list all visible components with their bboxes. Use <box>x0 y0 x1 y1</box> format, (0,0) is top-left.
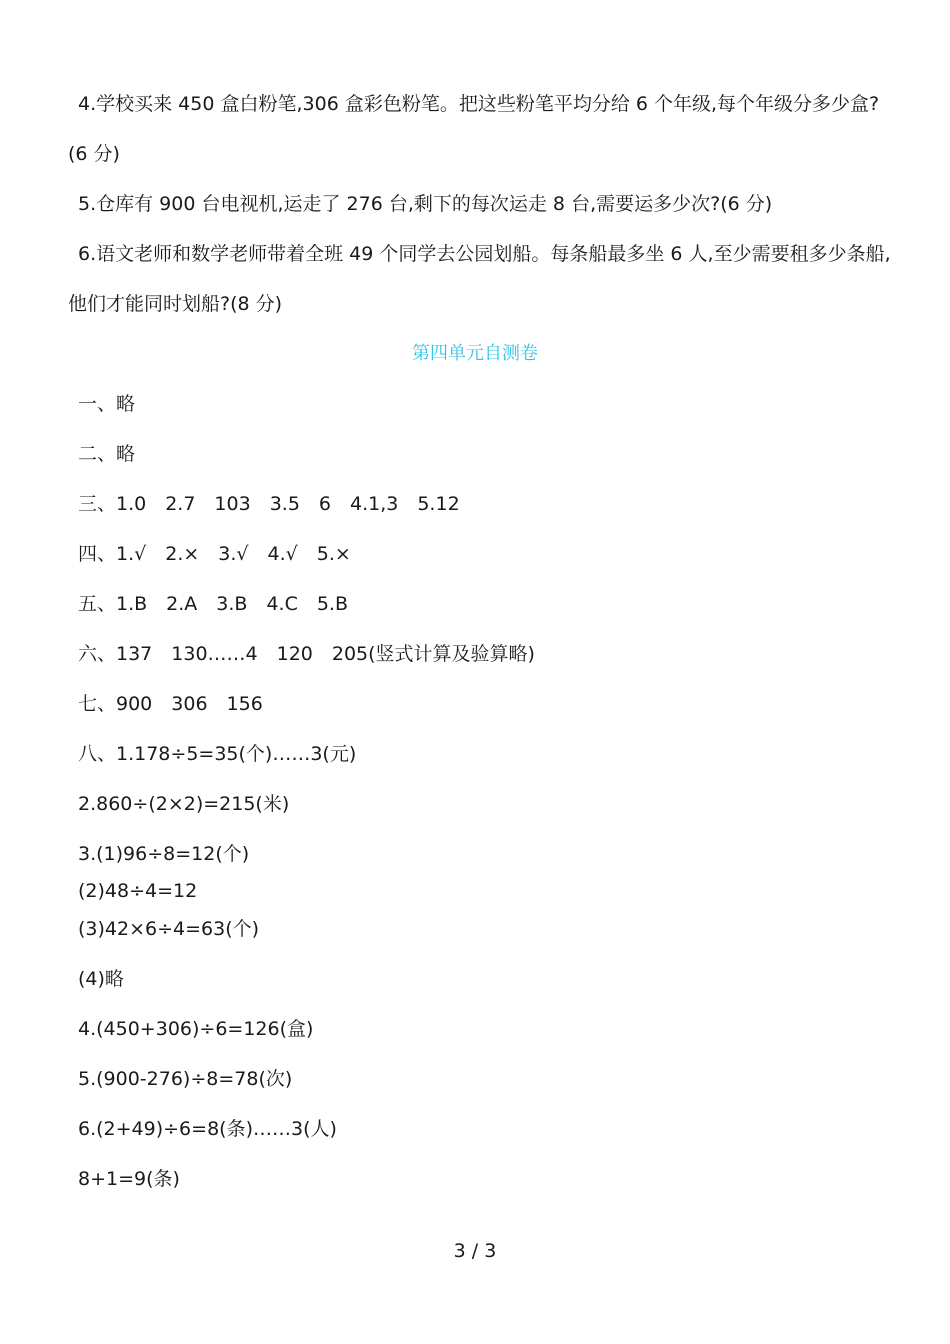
answer-part-6: 六、137 130……4 120 205(竖式计算及验算略) <box>78 643 535 665</box>
answer-part-1: 一、略 <box>78 393 136 415</box>
question-4-line-1: 4.学校买来 450 盒白粉笔,306 盒彩色粉笔。把这些粉笔平均分给 6 个年级,每个年级分多少盒? <box>78 93 880 115</box>
page-number: 3 / 3 <box>453 1240 497 1262</box>
answer-part-8-item-3-sub-4: (4)略 <box>78 968 124 990</box>
answer-part-4: 四、1.√ 2.× 3.√ 4.√ 5.× <box>78 543 351 565</box>
answer-part-3: 三、1.0 2.7 103 3.5 6 4.1,3 5.12 <box>78 493 460 515</box>
answer-part-8-item-1: 八、1.178÷5=35(个)……3(元) <box>78 743 357 765</box>
question-6-line-1: 6.语文老师和数学老师带着全班 49 个同学去公园划船。每条船最多坐 6 人,至少需要租多少条船, <box>78 243 891 265</box>
question-4-line-2: (6 分) <box>68 143 120 165</box>
answer-part-8-item-3-sub-3: (3)42×6÷4=63(个) <box>78 918 260 940</box>
answer-section-title: 第四单元自测卷 <box>412 343 538 364</box>
answer-part-8-item-3-sub-2: (2)48÷4=12 <box>78 880 198 902</box>
answer-part-2: 二、略 <box>78 443 136 465</box>
answer-part-8-item-6-line-1: 6.(2+49)÷6=8(条)……3(人) <box>78 1118 337 1140</box>
answer-part-8-item-5: 5.(900-276)÷8=78(次) <box>78 1068 293 1090</box>
question-5: 5.仓库有 900 台电视机,运走了 276 台,剩下的每次运走 8 台,需要运多少次?(6 分) <box>78 193 773 215</box>
answer-part-8-item-6-line-2: 8+1=9(条) <box>78 1168 180 1190</box>
answer-part-5: 五、1.B 2.A 3.B 4.C 5.B <box>78 593 349 615</box>
answer-part-8-item-4: 4.(450+306)÷6=126(盒) <box>78 1018 314 1040</box>
answer-part-8-item-2: 2.860÷(2×2)=215(米) <box>78 793 290 815</box>
question-6-line-2: 他们才能同时划船?(8 分) <box>68 293 283 315</box>
answer-part-7: 七、900 306 156 <box>78 693 263 715</box>
answer-part-8-item-3-sub-1: 3.(1)96÷8=12(个) <box>78 843 250 865</box>
